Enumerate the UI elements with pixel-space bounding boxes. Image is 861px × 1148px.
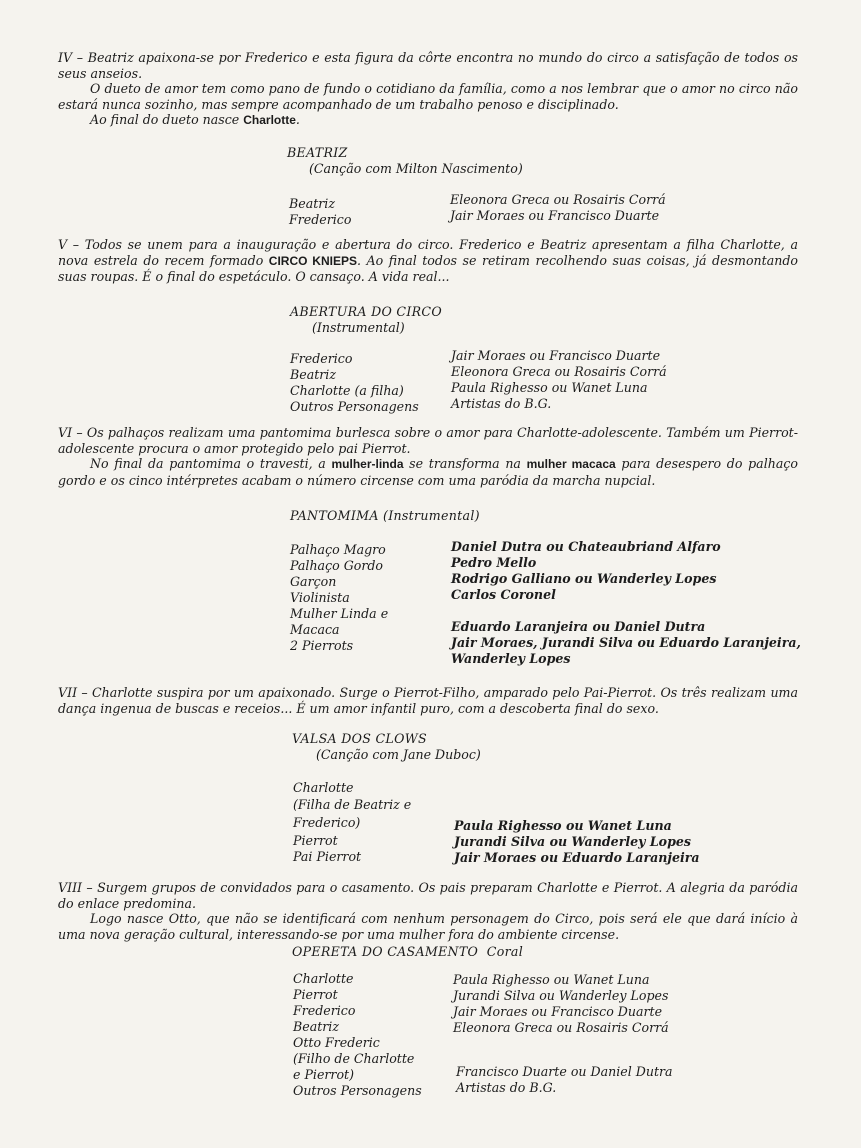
section-beatriz-heading xyxy=(287,145,523,177)
cast-role: e Pierrot) xyxy=(293,1067,355,1082)
cast-actor: Jair Moraes ou Francisco Duarte xyxy=(451,348,661,363)
cast-role: (Filho de Charlotte xyxy=(293,1051,415,1066)
cast-actor: Eleonora Greca ou Rosairis Corrá xyxy=(453,1020,669,1035)
paragraph-vi-line2-bold1: mulher-linda xyxy=(331,457,404,471)
cast-role: Frederico xyxy=(293,1003,356,1018)
cast-actor: Paula Righesso ou Wanet Luna xyxy=(451,380,648,395)
cast-role: Pierrot xyxy=(293,987,338,1002)
paragraph-viii xyxy=(58,880,798,942)
cast-role: Beatriz xyxy=(293,1019,339,1034)
paragraph-iv-line2: O dueto de amor tem como pano de fundo o cotidiano da família, como a nos lembrar que o amor no circo não estará nunca sozinho, mas sempre acompanhado de um trabalho penoso e disciplinado. xyxy=(58,81,798,112)
paragraph-iv-line3-bold: Charlotte xyxy=(243,113,296,127)
cast-role: Frederico xyxy=(290,351,353,366)
cast-role: Outros Personagens xyxy=(293,1083,422,1098)
cast-actor: Artistas do B.G. xyxy=(456,1080,557,1095)
cast-actor: Daniel Dutra ou Chateaubriand Alfaro xyxy=(451,539,721,554)
cast-role: Beatriz xyxy=(290,367,336,382)
cast-role: Frederico) xyxy=(293,815,361,830)
section-title: VALSA DOS CLOWS xyxy=(292,731,427,746)
cast-role: Macaca xyxy=(290,622,340,637)
cast-actor: Pedro Mello xyxy=(451,555,537,570)
paragraph-viii-line2: Logo nasce Otto, que não se identificará com nenhum personagem do Circo, pois será ele que dará início à uma nova geração cultural, interessando-se por uma mulher fora do ambiente circense. xyxy=(58,911,798,942)
cast-role: Charlotte (a filha) xyxy=(290,383,404,398)
section-title: ABERTURA DO CIRCO xyxy=(290,304,442,319)
paragraph-vi-line2-bold2: mulher macaca xyxy=(526,457,616,471)
paragraph-v xyxy=(58,237,798,285)
paragraph-v-post: . Ao final todos se retiram recolhendo suas coisas, já desmontando suas roupas. É o final do espetáculo. O cansaço. A vida real... xyxy=(58,252,798,284)
section-opereta-heading xyxy=(292,944,523,960)
cast-actor: Eleonora Greca ou Rosairis Corrá xyxy=(450,192,666,207)
paragraph-vi-line2-mid: se transforma na xyxy=(403,456,527,471)
section-pantomima-heading xyxy=(290,508,480,524)
cast-actor: Wanderley Lopes xyxy=(451,651,571,666)
cast-role: Palhaço Magro xyxy=(290,542,386,557)
section-subtitle: (Canção com Milton Nascimento) xyxy=(309,161,523,176)
paragraph-vi-line2-post: para desespero do palhaço gordo e os cinco intérpretes acabam o número circense com uma paródia da marcha nupcial. xyxy=(58,456,798,488)
paragraph-vii xyxy=(58,685,798,716)
cast-actor: Eduardo Laranjeira ou Daniel Dutra xyxy=(451,619,706,634)
section-title-suffix: Coral xyxy=(486,944,524,959)
paragraph-v-bold: CIRCO KNIEPS xyxy=(268,253,357,268)
cast-role: Otto Frederic xyxy=(293,1035,380,1050)
section-title-row xyxy=(292,944,523,960)
paragraph-iv-line3-post: . xyxy=(295,112,300,127)
cast-actor: Jair Moraes, Jurandi Silva ou Eduardo Laranjeira, xyxy=(451,635,801,650)
paragraph-v-pre: V – Todos se unem para a inauguração e abertura do circo. Frederico e Beatriz apresentam a filha Charlotte, a nova estrela do recem formado xyxy=(58,237,798,268)
section-title: PANTOMIMA (Instrumental) xyxy=(290,508,480,523)
paragraph-iv xyxy=(58,50,798,129)
cast-actor: Jair Moraes ou Francisco Duarte xyxy=(453,1004,663,1019)
cast-role: Charlotte xyxy=(293,780,354,795)
paragraph-vi-line1: VI – Os palhaços realizam uma pantomima burlesca sobre o amor para Charlotte-adolescente. Também um Pierrot-adolescente procura o amor protegido pelo pai Pierrot. xyxy=(58,425,798,456)
section-valsa-heading xyxy=(292,731,481,763)
cast-actor: Artistas do B.G. xyxy=(451,396,552,411)
cast-actor: Carlos Coronel xyxy=(451,587,556,602)
section-title: BEATRIZ xyxy=(287,145,348,160)
cast-actor: Francisco Duarte ou Daniel Dutra xyxy=(456,1064,673,1079)
cast-actor: Jurandi Silva ou Wanderley Lopes xyxy=(453,988,669,1003)
cast-actor: Jurandi Silva ou Wanderley Lopes xyxy=(454,834,691,849)
cast-actor: Jair Moraes ou Eduardo Laranjeira xyxy=(454,850,700,865)
cast-role: Frederico xyxy=(289,212,352,227)
cast-role: Garçon xyxy=(290,574,337,589)
cast-role: Charlotte xyxy=(293,971,354,986)
cast-actor: Paula Righesso ou Wanet Luna xyxy=(453,972,650,987)
cast-actor: Eleonora Greca ou Rosairis Corrá xyxy=(451,364,667,379)
paragraph-iv-line1: IV – Beatriz apaixona-se por Frederico e esta figura da côrte encontra no mundo do circo a satisfação de todos os seus anseios. xyxy=(58,50,798,81)
cast-role: Pai Pierrot xyxy=(293,849,362,864)
cast-role: Beatriz xyxy=(289,196,335,211)
section-subtitle: (Instrumental) xyxy=(312,320,405,335)
cast-actor: Paula Righesso ou Wanet Luna xyxy=(454,818,672,833)
cast-role: (Filha de Beatriz e xyxy=(293,797,412,812)
section-subtitle: (Canção com Jane Duboc) xyxy=(316,747,481,762)
paragraph-vi xyxy=(58,425,798,488)
paragraph-vii-text: VII – Charlotte suspira por um apaixonado. Surge o Pierrot-Filho, amparado pelo Pai-Pierrot. Os três realizam uma dança ingenua de buscas e receios... É um amor infantil puro, com a descoberta final do sexo. xyxy=(58,685,798,716)
paragraph-viii-line1: VIII – Surgem grupos de convidados para o casamento. Os pais preparam Charlotte e Pierrot. A alegria da paródia do enlace predomina. xyxy=(58,880,798,911)
cast-role: Outros Personagens xyxy=(290,399,419,414)
cast-actor: Jair Moraes ou Francisco Duarte xyxy=(450,208,660,223)
paragraph-vi-line2-pre: No final da pantomima o travesti, a xyxy=(90,456,332,471)
cast-role: Palhaço Gordo xyxy=(290,558,384,573)
cast-role: Violinista xyxy=(290,590,350,605)
cast-role: 2 Pierrots xyxy=(290,638,354,653)
cast-role: Mulher Linda e xyxy=(290,606,389,621)
cast-actor: Rodrigo Galliano ou Wanderley Lopes xyxy=(451,571,717,586)
cast-role: Pierrot xyxy=(293,833,338,848)
section-title: OPERETA DO CASAMENTO xyxy=(292,944,479,959)
section-abertura-heading xyxy=(290,304,442,336)
paragraph-iv-line3-pre: Ao final do dueto nasce xyxy=(90,112,244,127)
